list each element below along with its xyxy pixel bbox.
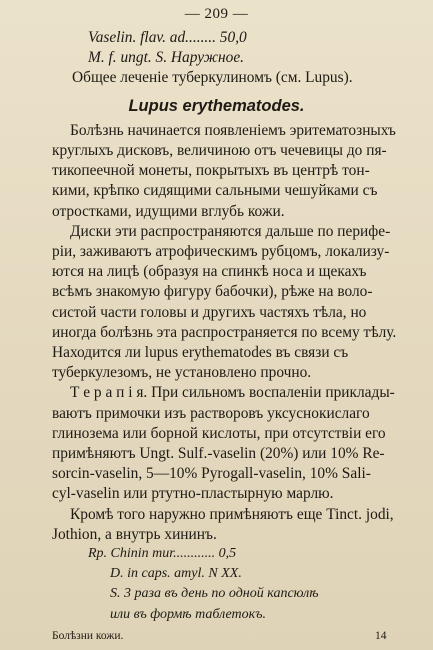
recipe-line: D. in caps. amyl. N XX. bbox=[110, 566, 242, 582]
text-line: иногда болѣзнь эта распространяется по всему тѣлу. bbox=[52, 323, 397, 341]
general-treatment-line: Общее леченіе туберкулиномъ (см. Lupus). bbox=[72, 69, 353, 87]
text-line: туберкулезомъ, не установлено прочно. bbox=[52, 364, 312, 382]
text-line: систой части головы и другихъ частяхъ тѣла, но bbox=[52, 303, 367, 321]
text-line: Т е р а п і я. При сильномъ воспаленіи приклады- bbox=[70, 384, 395, 402]
section-heading: Lupus erythematodes. bbox=[128, 96, 305, 115]
mf-line: M. f. ungt. S. Наружное. bbox=[88, 49, 245, 67]
text-line: отростками, идущими вглубь кожи. bbox=[52, 202, 285, 220]
text-line: Кромѣ того наружно примѣняютъ еще Tinct. jodi, bbox=[70, 505, 394, 523]
text-line: примѣняютъ Ungt. Sulf.-vaselin (20%) или 10% Re- bbox=[52, 445, 385, 462]
text-line: Диски эти распространяются дальше по перифе- bbox=[70, 222, 391, 240]
text-line: Болѣзнь начинается появленіемъ эритематозныхъ bbox=[70, 121, 396, 139]
text-line: Находится ли lupus erythematodes въ связи съ bbox=[52, 344, 349, 361]
text-line: ріи, заживаютъ атрофическимъ рубцомъ, локализу- bbox=[52, 243, 390, 260]
footer-signature: 14 bbox=[375, 629, 387, 642]
recipe-line: Rp. Chinin mur............ 0,5 bbox=[88, 546, 237, 561]
text-line: глинозема или борной кислоты, при отсутствіи его bbox=[52, 424, 386, 442]
text-line: sorcin-vaselin, 5—10% Pyrogall-vaselin, 10% Sali- bbox=[52, 465, 371, 483]
recipe-line: или въ формѣ таблетокъ. bbox=[110, 606, 266, 622]
footer-title: Болѣзни кожи. bbox=[52, 629, 124, 642]
vaselin-line: Vaselin. flav. ad........ 50,0 bbox=[88, 29, 247, 46]
text-line: круглыхъ дисковъ, величиною отъ чечевицы до пя- bbox=[52, 142, 387, 159]
text-line: кими, крѣпко сидящими сальными чешуйками съ bbox=[52, 182, 378, 200]
text-line: Jothion, а внутрь хининъ. bbox=[52, 525, 217, 543]
text-line: ются на лицѣ (образуя на спинкѣ носа и щекахъ bbox=[52, 263, 367, 281]
text-line: ваютъ примочки изъ растворовъ уксуснокислаго bbox=[52, 404, 370, 422]
text-line: cyl-vaselin или ртутно-пластырную марлю. bbox=[52, 485, 334, 503]
recipe-line: S. 3 раза въ день по одной капсюлѣ bbox=[110, 586, 319, 602]
text-line: тикопеечной монеты, покрытыхъ въ центрѣ тон- bbox=[52, 162, 370, 180]
text-line: всѣмъ знакомую фигуру бабочки), рѣже на воло- bbox=[52, 283, 373, 301]
page-number: — 209 — bbox=[184, 6, 249, 22]
